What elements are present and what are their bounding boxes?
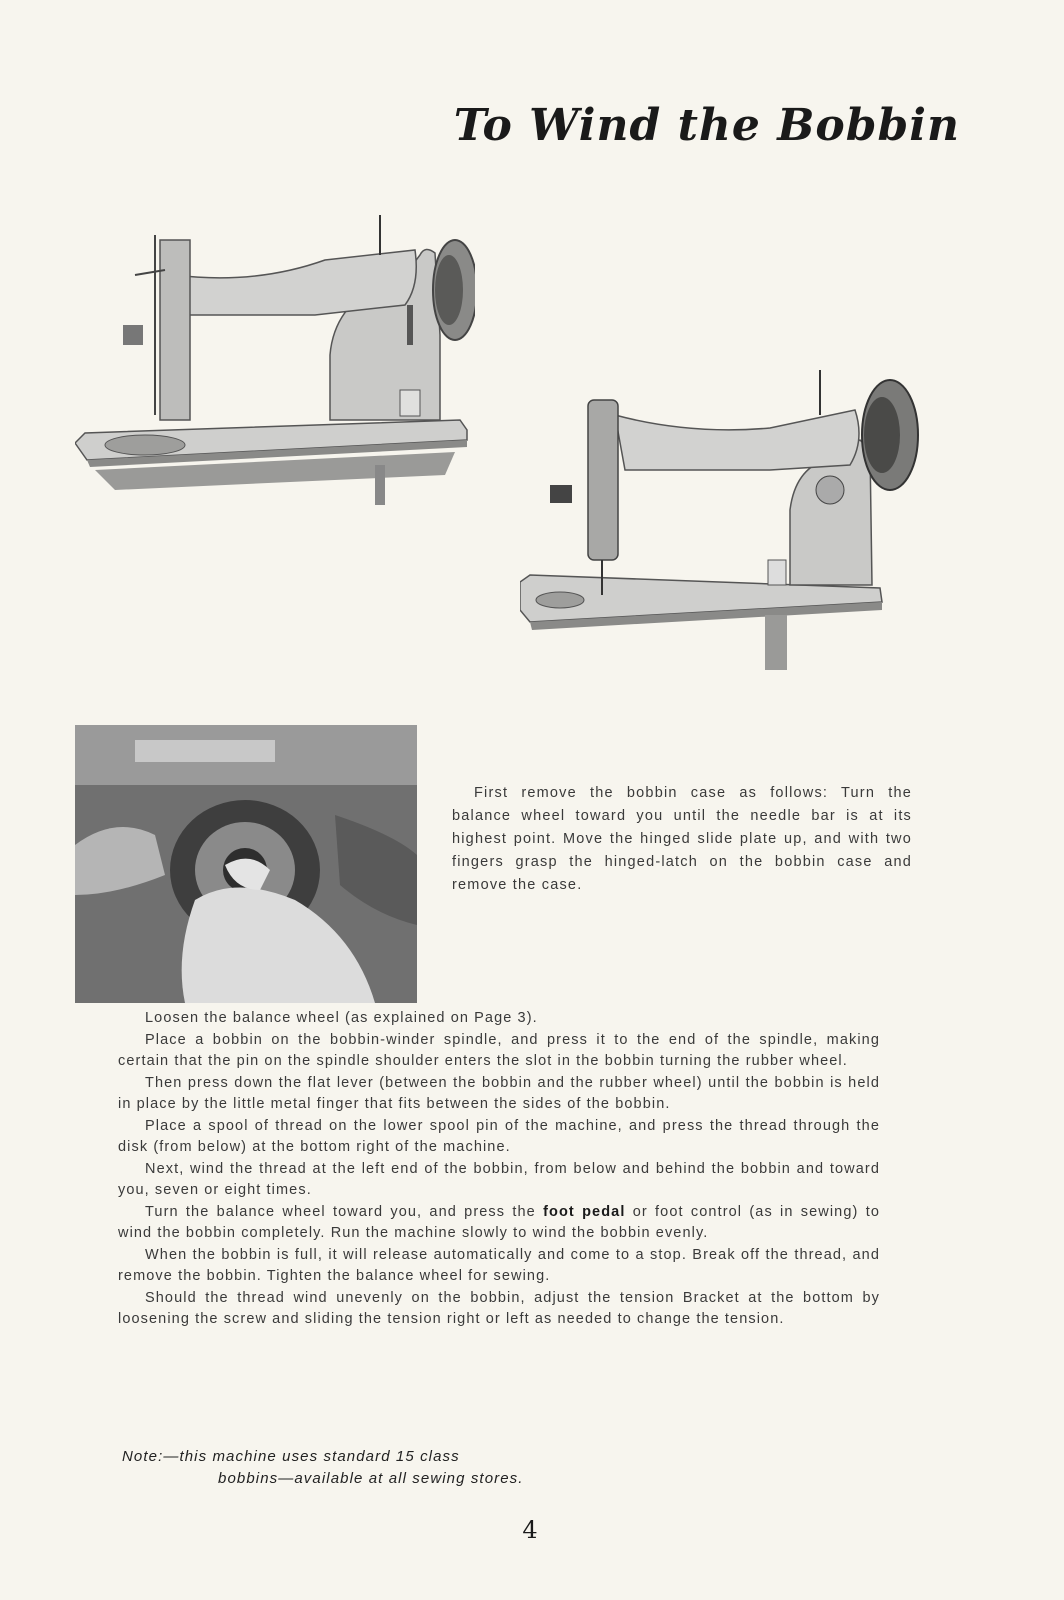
instruction-paragraph xyxy=(118,1202,880,1245)
intro-paragraph: First remove the bobbin case as follows: Turn the balance wheel toward you until the needle bar is at its highest point. Move the hinged slide plate up, and with two fingers grasp the hinged-latch on the bobbin case and remove the case. xyxy=(452,785,912,893)
paragraph-text: Turn the balance wheel toward you, and press the xyxy=(145,1203,544,1220)
instruction-paragraph: Then press down the flat lever (between the bobbin and the rubber wheel) until the bobbin is held in place by the little metal finger that fits between the sides of the bobbin. xyxy=(118,1074,880,1112)
page-number: 4 xyxy=(522,1516,538,1544)
instruction-paragraph: Place a bobbin on the bobbin-winder spindle, and press it to the end of the spindle, making certain that the pin on the spindle shoulder enters the slot in the bobbin turning the rubber wheel. xyxy=(118,1031,880,1069)
sewing-machine-image-right xyxy=(520,370,940,690)
paragraph-text: or foot control (as in sewing) to wind the bobbin completely. Run the machine slowly to wind the bobbin evenly. xyxy=(118,1203,880,1241)
foot-pedal-term: foot pedal xyxy=(543,1203,626,1220)
note-line-2: bobbins—available at all sewing stores. xyxy=(218,1470,524,1487)
instructions-body xyxy=(118,1008,880,1331)
instruction-paragraph: When the bobbin is full, it will release automatically and come to a stop. Break off the thread, and remove the bobbin. Tighten the balance wheel for sewing. xyxy=(118,1246,880,1284)
instruction-paragraph: Should the thread wind unevenly on the bobbin, adjust the tension Bracket at the bottom by loosening the screw and sliding the tension right or left as needed to change the tension. xyxy=(118,1289,880,1327)
sewing-machine-image-left xyxy=(75,215,475,525)
instruction-paragraph: Next, wind the thread at the left end of the bobbin, from below and behind the bobbin and toward you, seven or eight times. xyxy=(118,1160,880,1198)
note-line-1: Note:—this machine uses standard 15 class xyxy=(122,1448,460,1465)
bobbin-note xyxy=(122,1446,682,1490)
bobbin-case-photo xyxy=(75,725,417,1003)
instruction-paragraph: Place a spool of thread on the lower spool pin of the machine, and press the thread through the disk (from below) at the bottom right of the machine. xyxy=(118,1117,880,1155)
instruction-paragraph: Loosen the balance wheel (as explained on Page 3). xyxy=(145,1010,538,1026)
page-title: To Wind the Bobbin xyxy=(453,100,960,151)
